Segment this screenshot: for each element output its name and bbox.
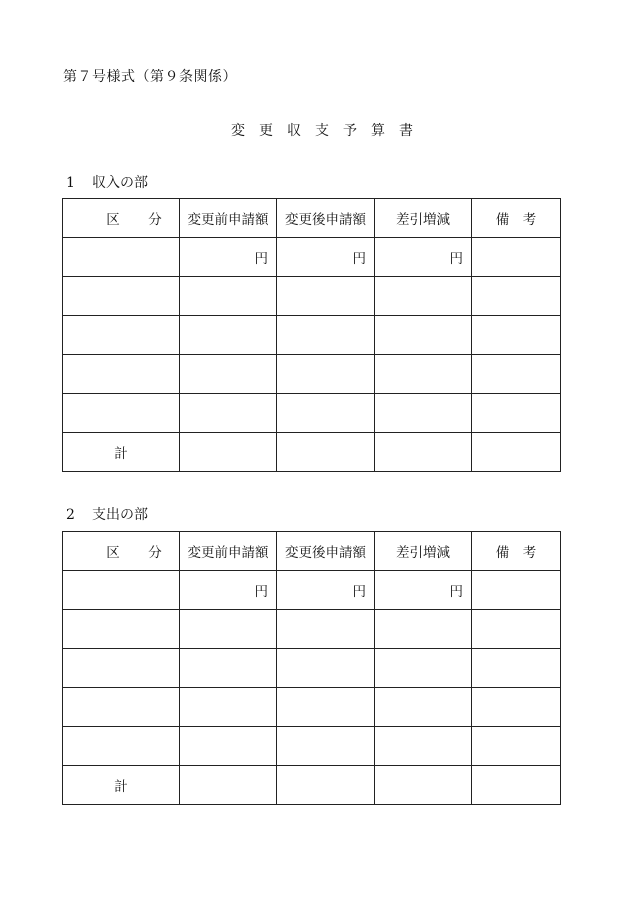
table-header-row (63, 199, 561, 238)
table-row (63, 355, 561, 394)
table-row (63, 727, 561, 766)
total-before-amount[interactable] (180, 433, 277, 472)
cell-difference[interactable] (375, 316, 472, 355)
expenditure-table (62, 531, 561, 805)
cell-after-amount[interactable] (277, 316, 375, 355)
cell-remarks[interactable] (472, 571, 561, 610)
cell-category[interactable] (63, 355, 180, 394)
total-after-amount[interactable] (277, 766, 375, 805)
table-row (63, 649, 561, 688)
header-after-amount: 変更後申請額 (277, 532, 375, 571)
total-before-amount[interactable] (180, 766, 277, 805)
cell-category[interactable] (63, 727, 180, 766)
header-before-amount: 変更前申請額 (180, 532, 277, 571)
total-label: 計 (63, 766, 180, 805)
total-remarks[interactable] (472, 766, 561, 805)
total-row (63, 766, 561, 805)
table-row (63, 316, 561, 355)
cell-difference[interactable] (375, 355, 472, 394)
cell-remarks[interactable] (472, 316, 561, 355)
cell-remarks[interactable] (472, 277, 561, 316)
cell-difference[interactable] (375, 727, 472, 766)
section-heading-expenditure (66, 504, 148, 524)
cell-category[interactable] (63, 610, 180, 649)
cell-difference[interactable]: 円 (375, 571, 472, 610)
cell-difference[interactable] (375, 277, 472, 316)
table-row (63, 238, 561, 277)
cell-category[interactable] (63, 649, 180, 688)
header-category-part2: 分 (148, 212, 164, 228)
form-number: 第７号様式（第９条関係） (63, 69, 237, 85)
cell-after-amount[interactable]: 円 (277, 571, 375, 610)
header-category (63, 199, 180, 238)
cell-difference[interactable] (375, 610, 472, 649)
cell-before-amount[interactable] (180, 316, 277, 355)
cell-before-amount[interactable]: 円 (180, 238, 277, 277)
cell-difference[interactable] (375, 649, 472, 688)
cell-category[interactable] (63, 571, 180, 610)
header-category-part1: 区 (106, 212, 122, 228)
cell-difference[interactable] (375, 394, 472, 433)
total-difference[interactable] (375, 433, 472, 472)
cell-after-amount[interactable] (277, 394, 375, 433)
section-number: 1 (66, 175, 75, 191)
cell-category[interactable] (63, 238, 180, 277)
cell-remarks[interactable] (472, 394, 561, 433)
cell-remarks[interactable] (472, 238, 561, 277)
total-remarks[interactable] (472, 433, 561, 472)
cell-before-amount[interactable] (180, 688, 277, 727)
table-row (63, 610, 561, 649)
total-after-amount[interactable] (277, 433, 375, 472)
section-heading-income (66, 172, 148, 192)
section-title: 収入の部 (92, 175, 148, 191)
document-title: 変更収支予算書 (231, 123, 427, 139)
header-difference: 差引増減 (375, 532, 472, 571)
table-row (63, 688, 561, 727)
cell-remarks[interactable] (472, 727, 561, 766)
cell-difference[interactable] (375, 688, 472, 727)
income-table (62, 198, 561, 472)
header-after-amount: 変更後申請額 (277, 199, 375, 238)
header-category-part2: 分 (148, 545, 164, 561)
cell-remarks[interactable] (472, 355, 561, 394)
total-row (63, 433, 561, 472)
cell-before-amount[interactable] (180, 277, 277, 316)
cell-after-amount[interactable] (277, 355, 375, 394)
cell-remarks[interactable] (472, 688, 561, 727)
cell-after-amount[interactable] (277, 727, 375, 766)
cell-after-amount[interactable] (277, 610, 375, 649)
cell-before-amount[interactable]: 円 (180, 571, 277, 610)
header-category-part1: 区 (106, 545, 122, 561)
cell-after-amount[interactable] (277, 277, 375, 316)
cell-after-amount[interactable] (277, 649, 375, 688)
table-row (63, 277, 561, 316)
cell-remarks[interactable] (472, 649, 561, 688)
cell-before-amount[interactable] (180, 649, 277, 688)
section-title: 支出の部 (92, 507, 148, 523)
cell-before-amount[interactable] (180, 727, 277, 766)
header-remarks: 備 考 (472, 199, 561, 238)
cell-remarks[interactable] (472, 610, 561, 649)
total-label: 計 (63, 433, 180, 472)
cell-category[interactable] (63, 394, 180, 433)
cell-before-amount[interactable] (180, 394, 277, 433)
cell-difference[interactable]: 円 (375, 238, 472, 277)
header-remarks: 備 考 (472, 532, 561, 571)
cell-category[interactable] (63, 277, 180, 316)
header-before-amount: 変更前申請額 (180, 199, 277, 238)
cell-after-amount[interactable] (277, 688, 375, 727)
table-row (63, 394, 561, 433)
table-header-row (63, 532, 561, 571)
cell-after-amount[interactable]: 円 (277, 238, 375, 277)
section-number: 2 (66, 507, 75, 523)
header-category (63, 532, 180, 571)
table-row (63, 571, 561, 610)
cell-category[interactable] (63, 316, 180, 355)
header-difference: 差引増減 (375, 199, 472, 238)
cell-before-amount[interactable] (180, 355, 277, 394)
cell-category[interactable] (63, 688, 180, 727)
cell-before-amount[interactable] (180, 610, 277, 649)
total-difference[interactable] (375, 766, 472, 805)
